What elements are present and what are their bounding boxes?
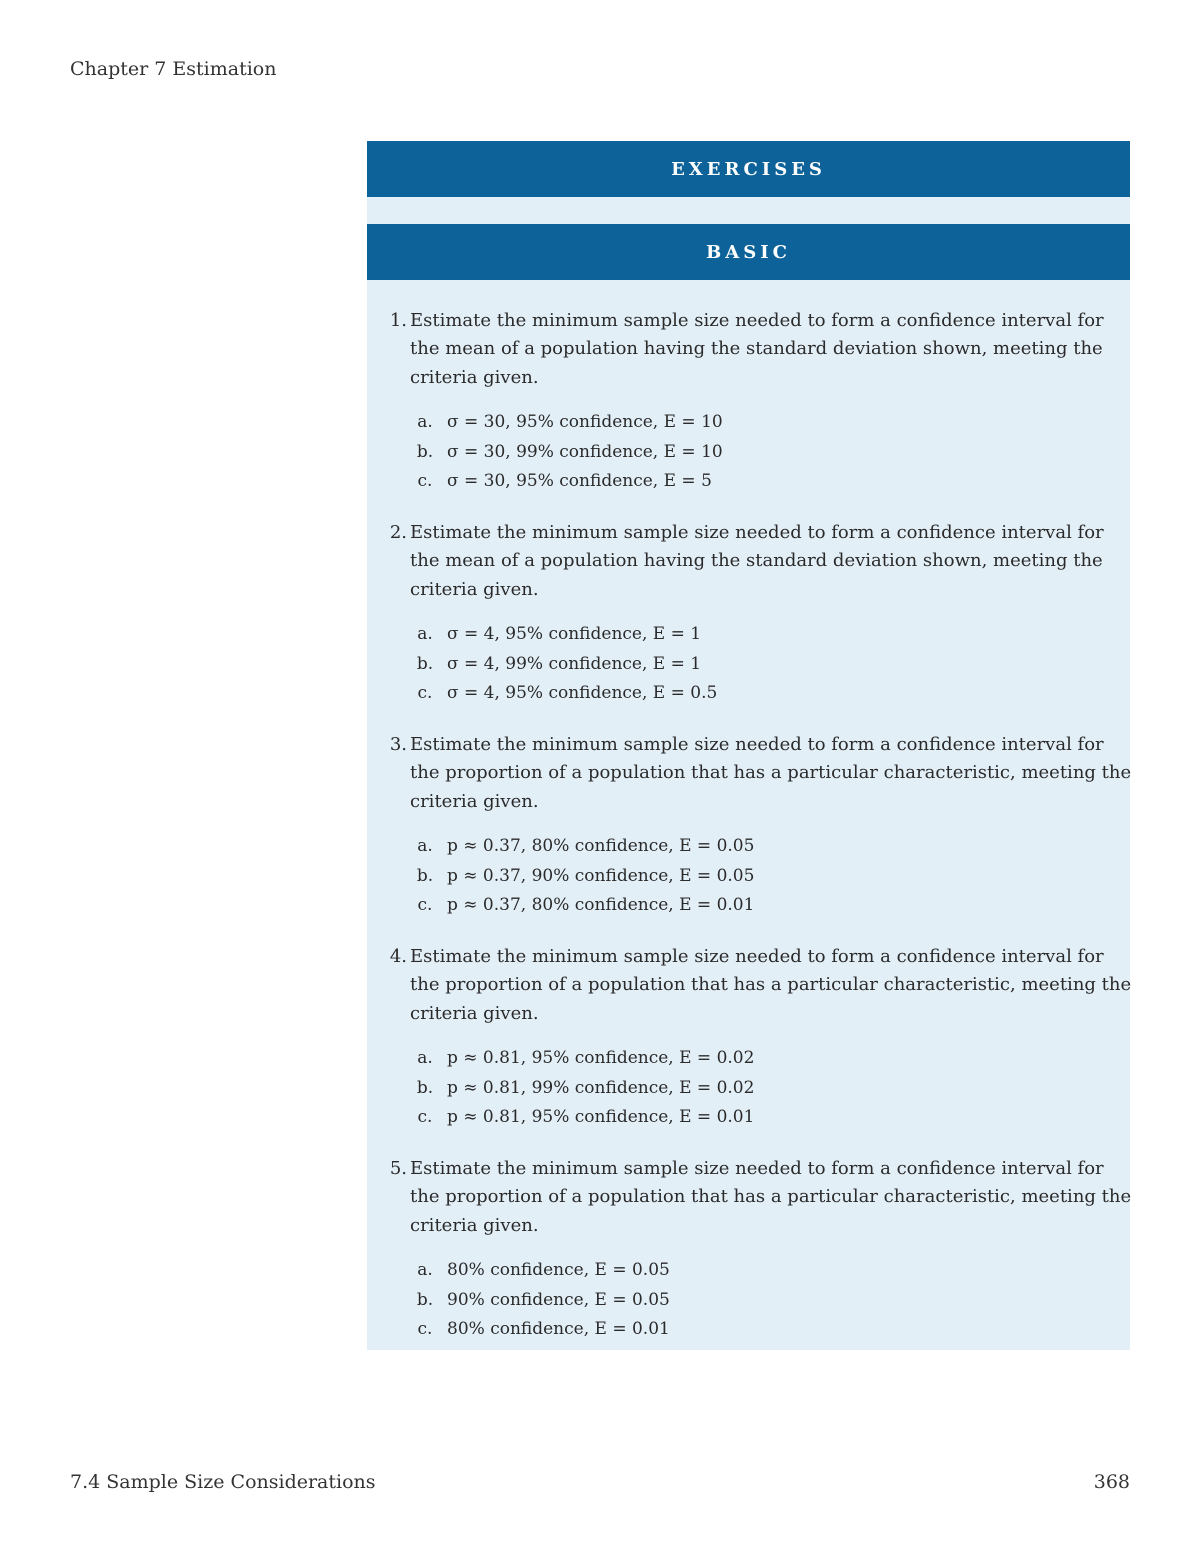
part-label: a.	[417, 1260, 433, 1281]
problem-3	[367, 731, 1130, 921]
part-a	[367, 1044, 1130, 1074]
part-text: σ = 4, 99% confidence, E = 1	[447, 653, 702, 674]
part-text: σ = 4, 95% confidence, E = 1	[447, 624, 702, 645]
exercises-box	[367, 141, 1130, 1350]
problem-number: 4.	[389, 946, 407, 967]
part-a	[367, 832, 1130, 862]
part-text: 90% confidence, E = 0.05	[447, 1289, 670, 1310]
part-c	[367, 467, 1130, 497]
problem-parts	[367, 832, 1130, 921]
part-a	[367, 620, 1130, 650]
part-label: c.	[417, 1319, 433, 1340]
part-text: σ = 4, 95% confidence, E = 0.5	[447, 683, 718, 704]
problem-parts	[367, 1044, 1130, 1133]
problem-text-line: criteria given.	[410, 1214, 539, 1236]
part-text: σ = 30, 95% confidence, E = 5	[447, 471, 712, 492]
part-label: b.	[416, 1289, 434, 1310]
part-label: b.	[416, 1077, 434, 1098]
part-b	[367, 438, 1130, 468]
problem-parts	[367, 408, 1130, 497]
problem-text-line: Estimate the minimum sample size needed to form a confidence interval for	[410, 946, 1104, 967]
problem-text-line: criteria given.	[410, 578, 539, 600]
part-text: σ = 30, 99% confidence, E = 10	[447, 441, 723, 462]
problem-number: 5.	[389, 1158, 407, 1179]
part-a	[367, 1256, 1130, 1286]
problem-text	[410, 1155, 1130, 1240]
problem-text-line: Estimate the minimum sample size needed to form a confidence interval for	[410, 734, 1104, 755]
part-label: a.	[417, 1048, 433, 1069]
part-label: b.	[416, 865, 434, 886]
part-label: a.	[417, 836, 433, 857]
part-label: c.	[417, 683, 433, 704]
part-label: c.	[417, 471, 433, 492]
part-text: 80% confidence, E = 0.01	[447, 1319, 670, 1340]
problem-parts	[367, 620, 1130, 709]
problem-text	[410, 943, 1130, 1028]
part-b	[367, 862, 1130, 892]
footer-section-title: 7.4 Sample Size Considerations	[70, 1471, 376, 1493]
exercises-banner: EXERCISES	[367, 141, 1130, 197]
problem-text-line: Estimate the minimum sample size needed to form a confidence interval for	[410, 310, 1104, 331]
problem-number: 3.	[389, 734, 407, 755]
part-b	[367, 1074, 1130, 1104]
part-label: a.	[417, 412, 433, 433]
part-c	[367, 1315, 1130, 1345]
part-label: b.	[416, 653, 434, 674]
problem-list	[367, 307, 1130, 1367]
part-c	[367, 679, 1130, 709]
problem-text-line: the proportion of a population that has a particular characteristic, meeting the	[410, 762, 1132, 784]
part-label: c.	[417, 1107, 433, 1128]
part-b	[367, 650, 1130, 680]
problem-text	[410, 519, 1130, 604]
part-text: p ≈ 0.81, 99% confidence, E = 0.02	[447, 1077, 755, 1098]
basic-section-banner: BASIC	[367, 224, 1130, 280]
part-text: 80% confidence, E = 0.05	[447, 1260, 670, 1281]
problem-text-line: criteria given.	[410, 1002, 539, 1024]
problem-4	[367, 943, 1130, 1133]
problem-text-line: the mean of a population having the standard deviation shown, meeting the	[410, 550, 1103, 572]
problem-number: 1.	[389, 310, 407, 331]
problem-text	[410, 731, 1130, 816]
problem-text-line: criteria given.	[410, 366, 539, 388]
problem-5	[367, 1155, 1130, 1345]
problem-text-line: criteria given.	[410, 790, 539, 812]
chapter-header: Chapter 7 Estimation	[70, 58, 277, 80]
part-c	[367, 891, 1130, 921]
part-label: a.	[417, 624, 433, 645]
part-text: p ≈ 0.37, 90% confidence, E = 0.05	[447, 865, 755, 886]
part-c	[367, 1103, 1130, 1133]
page-number: 368	[1093, 1471, 1130, 1493]
problem-number: 2.	[389, 522, 407, 543]
problem-text	[410, 307, 1130, 392]
problem-parts	[367, 1256, 1130, 1345]
part-text: p ≈ 0.81, 95% confidence, E = 0.02	[447, 1048, 755, 1069]
problem-1	[367, 307, 1130, 497]
problem-text-line: the mean of a population having the standard deviation shown, meeting the	[410, 338, 1103, 360]
problem-text-line: Estimate the minimum sample size needed to form a confidence interval for	[410, 1158, 1104, 1179]
part-label: c.	[417, 895, 433, 916]
part-text: p ≈ 0.81, 95% confidence, E = 0.01	[447, 1107, 755, 1128]
problem-text-line: the proportion of a population that has a particular characteristic, meeting the	[410, 1186, 1132, 1208]
problem-text-line: the proportion of a population that has a particular characteristic, meeting the	[410, 974, 1132, 996]
part-label: b.	[416, 441, 434, 462]
part-text: p ≈ 0.37, 80% confidence, E = 0.05	[447, 836, 755, 857]
problem-2	[367, 519, 1130, 709]
part-text: σ = 30, 95% confidence, E = 10	[447, 412, 723, 433]
part-text: p ≈ 0.37, 80% confidence, E = 0.01	[447, 895, 755, 916]
part-b	[367, 1286, 1130, 1316]
problem-text-line: Estimate the minimum sample size needed to form a confidence interval for	[410, 522, 1104, 543]
part-a	[367, 408, 1130, 438]
